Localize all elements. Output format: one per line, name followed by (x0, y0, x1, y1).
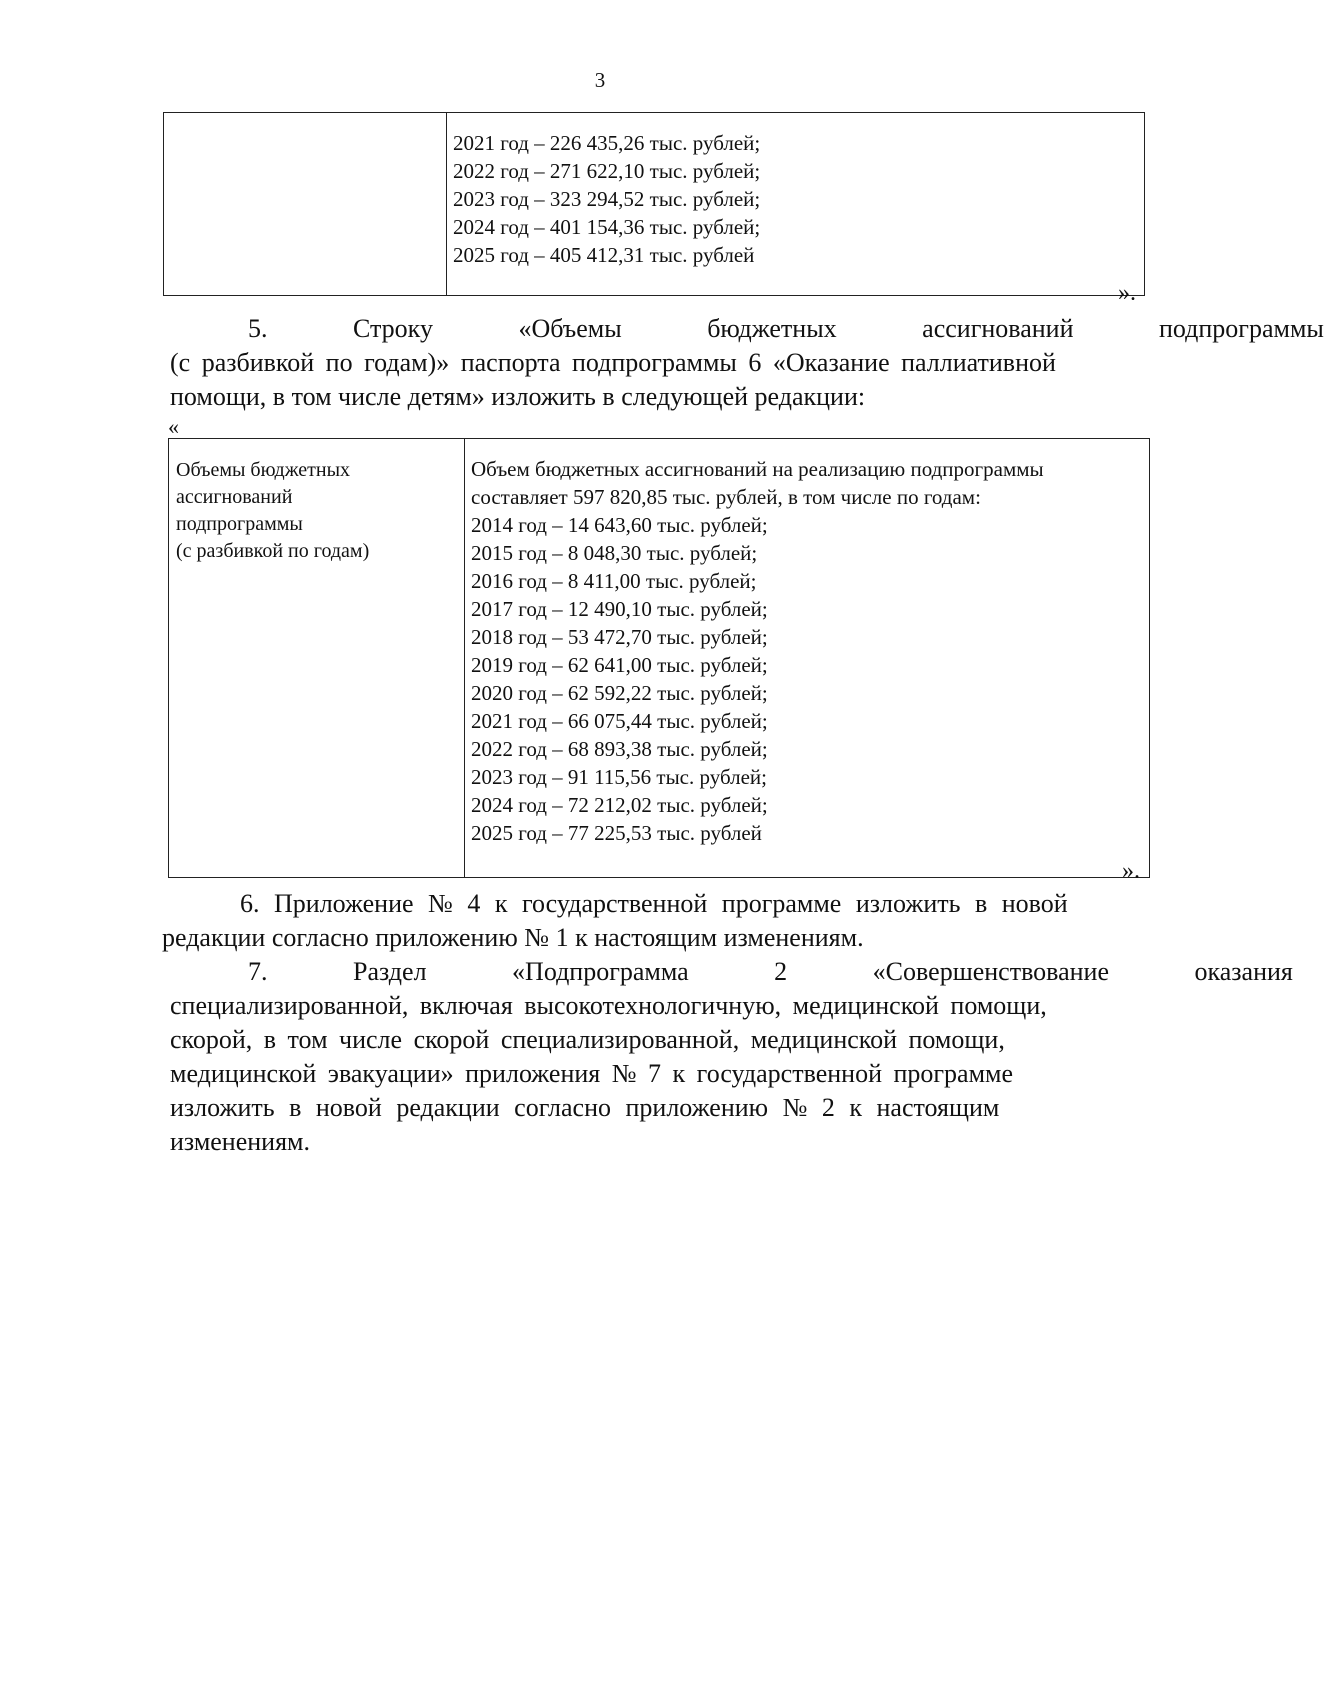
paragraph-line: 5. Строку «Объемы бюджетных ассигнований подпрограммы (248, 314, 1324, 343)
year-line: 2018 год – 53 472,70 тыс. рублей; (471, 625, 768, 649)
paragraph-line: специализированной, включая высокотехнологичную, медицинской помощи, (170, 991, 1047, 1020)
table-right-cell (447, 113, 1145, 296)
paragraph-line: изменениям. (170, 1127, 311, 1156)
year-line: 2016 год – 8 411,00 тыс. рублей; (471, 569, 757, 593)
palliative-budget-table (168, 438, 1150, 878)
table-right-cell (465, 439, 1150, 878)
left-cell-line: подпрограммы (176, 513, 303, 535)
budget-table-continuation (163, 112, 1145, 296)
paragraph-line: изложить в новой редакции согласно приложению № 2 к настоящим (170, 1093, 1000, 1122)
summary-line: Объем бюджетных ассигнований на реализацию подпрограммы (471, 457, 1044, 481)
year-line: 2023 год – 323 294,52 тыс. рублей; (453, 187, 761, 211)
year-line: 2024 год – 401 154,36 тыс. рублей; (453, 215, 761, 239)
paragraph-5 (170, 312, 1324, 414)
paragraph-line: 6. Приложение № 4 к государственной программе изложить в новой (240, 889, 1068, 918)
paragraph-line: скорой, в том числе скорой специализированной, медицинской помощи, (170, 1025, 1005, 1054)
year-line: 2020 год – 62 592,22 тыс. рублей; (471, 681, 768, 705)
left-cell-line: ассигнований (176, 486, 293, 508)
year-line: 2014 год – 14 643,60 тыс. рублей; (471, 513, 768, 537)
summary-line: составляет 597 820,85 тыс. рублей, в том числе по годам: (471, 485, 981, 509)
page-number: 3 (594, 68, 606, 92)
opening-quote: « (168, 414, 179, 439)
year-line: 2025 год – 77 225,53 тыс. рублей (471, 821, 762, 845)
year-line: 2025 год – 405 412,31 тыс. рублей (453, 243, 755, 267)
paragraph-line: помощи, в том числе детям» изложить в следующей редакции: (170, 382, 866, 411)
paragraph-7 (170, 955, 1293, 1159)
year-line: 2021 год – 66 075,44 тыс. рублей; (471, 709, 768, 733)
year-line: 2017 год – 12 490,10 тыс. рублей; (471, 597, 768, 621)
year-line: 2022 год – 271 622,10 тыс. рублей; (453, 159, 761, 183)
paragraph-line: 7. Раздел «Подпрограмма 2 «Совершенствование оказания (248, 957, 1293, 986)
year-line: 2021 год – 226 435,26 тыс. рублей; (453, 131, 761, 155)
year-line: 2019 год – 62 641,00 тыс. рублей; (471, 653, 768, 677)
year-line: 2023 год – 91 115,56 тыс. рублей; (471, 765, 767, 789)
table-left-cell (169, 439, 465, 878)
paragraph-6 (162, 887, 1146, 955)
year-line: 2015 год – 8 048,30 тыс. рублей; (471, 541, 758, 565)
paragraph-line: (с разбивкой по годам)» паспорта подпрограммы 6 «Оказание паллиативной (170, 348, 1056, 377)
year-line: 2022 год – 68 893,38 тыс. рублей; (471, 737, 768, 761)
closing-quote: ». (1122, 858, 1140, 884)
left-cell-line: (с разбивкой по годам) (176, 540, 370, 562)
left-cell-line: Объемы бюджетных (176, 459, 351, 481)
paragraph-line: редакции согласно приложению № 1 к настоящим изменениям. (162, 923, 864, 952)
paragraph-line: медицинской эвакуации» приложения № 7 к государственной программе (170, 1059, 1014, 1088)
closing-quote: ». (1118, 280, 1136, 306)
table-left-cell-empty (164, 113, 447, 296)
year-line: 2024 год – 72 212,02 тыс. рублей; (471, 793, 768, 817)
